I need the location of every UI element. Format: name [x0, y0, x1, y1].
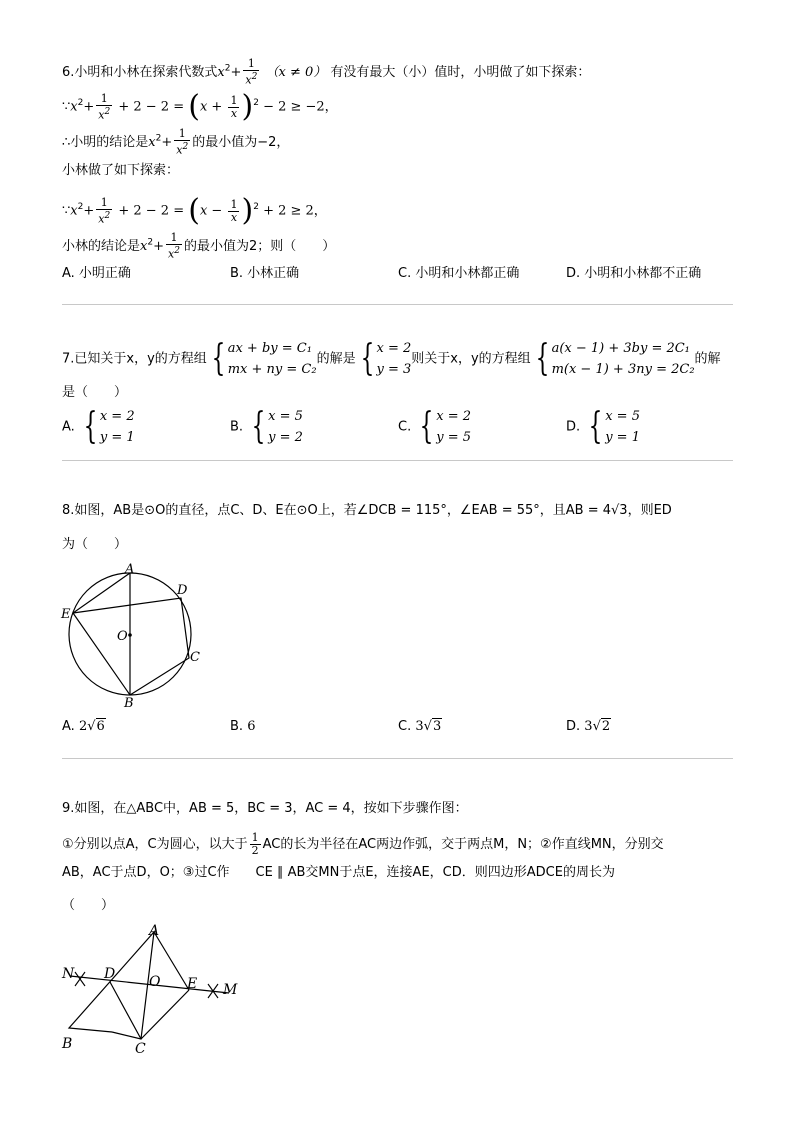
- label-e: E: [187, 976, 198, 992]
- segment-ce: [141, 990, 189, 1039]
- q6-stem-tail: 有没有最大（小）值时，小明做了如下探索：: [330, 64, 591, 80]
- q6-lin-step-result: + 2 ≥ 2，: [263, 203, 327, 219]
- q8-option-d[interactable]: D. 3√2: [566, 719, 611, 734]
- q9-line4: （ ）: [62, 898, 115, 913]
- q6-lin-intro: 小林做了如下探索：: [62, 163, 180, 178]
- q9-line3: AB，AC于点D，O；③过C作 CE ∥ AB交MN于点E，连接AE，CD．则四边形ADCE的周长为: [62, 865, 615, 880]
- label-m: M: [223, 982, 238, 998]
- q6-stem: 6.小明和小林在探索代数式: [62, 64, 218, 80]
- label-b: B: [62, 1036, 73, 1052]
- label-e: E: [61, 607, 71, 622]
- q6-ming-step: $\because x^2+$ $\frac{1}{x^2}$ + 2 − 2 = (x + $\frac{1}{x}$ )$^2$ − 2 ≥ −2，: [62, 89, 338, 124]
- q6-ming-conclusion-b: 的最小值为−2，: [192, 134, 290, 150]
- q8-option-a[interactable]: A. 2√6: [62, 719, 105, 734]
- q7-system-1: { ax + by = C₁ mx + ny = C₂: [211, 338, 317, 379]
- q6-stem-line: 6.小明和小林在探索代数式$x^2+$ $\frac{1}{x^2}$ （x ≠ 0） 有没有最大（小）值时，小明做了如下探索：: [62, 57, 591, 87]
- q7-solution: { x = 2 y = 3: [360, 338, 412, 379]
- divider: [62, 460, 733, 461]
- q9-triangle-figure: [56, 918, 256, 1062]
- arc-mark-n: [75, 972, 85, 986]
- q8-circle-figure: [56, 560, 216, 710]
- q7-stem-c: 则关于x，y的方程组: [411, 351, 531, 367]
- q6-option-a[interactable]: A. 小明正确: [62, 266, 131, 281]
- q6-option-c[interactable]: C. 小明和小林都正确: [398, 266, 520, 281]
- q6-condition: （x ≠ 0）: [265, 64, 327, 80]
- q6-lin-step: $\because x^2+$ $\frac{1}{x^2}$ + 2 − 2 = (x − $\frac{1}{x}$ )$^2$ + 2 ≥ 2，: [62, 193, 327, 228]
- label-c: C: [190, 650, 200, 665]
- q6-lin-conclusion-b: 的最小值为2；则（ ）: [183, 238, 336, 254]
- q6-option-d[interactable]: D. 小明和小林都不正确: [566, 266, 702, 281]
- label-b: B: [124, 696, 134, 710]
- q6-ming-step-result: − 2 ≥ −2，: [263, 99, 338, 115]
- q6-ming-conclusion-a: ∴小明的结论是: [62, 134, 149, 150]
- q7-option-c[interactable]: C. { x = 2 y = 5: [398, 406, 472, 447]
- q7-system-2: { a(x − 1) + 3by = 2C₁ m(x − 1) + 3ny = 2C₂: [535, 338, 695, 379]
- segment-cd: [110, 982, 141, 1039]
- q9-stem: 9.如图，在△ABC中，AB = 5，BC = 3，AC = 4，按如下步骤作图：: [62, 801, 468, 816]
- q8-option-c[interactable]: C. 3√3: [398, 719, 442, 734]
- label-o: O: [149, 974, 161, 990]
- q7-stem-d: 的解: [694, 351, 721, 367]
- q6-ming-conclusion: ∴小明的结论是$x^2+$ $\frac{1}{x^2}$ 的最小值为−2，: [62, 127, 290, 157]
- label-a: A: [149, 923, 160, 939]
- divider: [62, 304, 733, 305]
- center-point: [128, 633, 132, 637]
- q7-option-b[interactable]: B. { x = 5 y = 2: [230, 406, 303, 447]
- q8-option-b[interactable]: B. 6: [230, 719, 256, 734]
- q6-option-b[interactable]: B. 小林正确: [230, 266, 300, 281]
- label-o: O: [117, 629, 128, 644]
- q7-option-d[interactable]: D. { x = 5 y = 1: [566, 406, 640, 447]
- q6-lin-conclusion: 小林的结论是$x^2+$ $\frac{1}{x^2}$ 的最小值为2；则（ ）: [62, 231, 336, 261]
- q7-option-a[interactable]: A. { x = 2 y = 1: [62, 406, 135, 447]
- label-d: D: [104, 966, 116, 982]
- label-a: A: [125, 562, 135, 577]
- q7-stem-e: 是（ ）: [62, 385, 128, 400]
- label-d: D: [177, 583, 188, 598]
- label-n: N: [62, 966, 75, 982]
- divider: [62, 758, 733, 759]
- q9-line2-a: ①分别以点A，C为圆心，以大于: [62, 837, 248, 852]
- q8-stem: 8.如图，AB是⊙O的直径，点C、D、E在⊙O上，若∠DCB = 115°，∠EAB = 55°，且AB = 4√3，则ED: [62, 503, 672, 518]
- q6-lin-conclusion-a: 小林的结论是: [62, 238, 141, 254]
- q9-line2: ①分别以点A，C为圆心，以大于 $\frac{1}{2}$ AC的长为半径在AC两边作弧，交于两点M，N；②作直线MN，分别交: [62, 831, 664, 857]
- q7-stem-a: 7.已知关于x，y的方程组: [62, 351, 207, 367]
- q9-line2-b: AC的长为半径在AC两边作弧，交于两点M，N；②作直线MN，分别交: [262, 837, 664, 852]
- label-c: C: [135, 1041, 146, 1057]
- q8-stem-2: 为（ ）: [62, 537, 128, 552]
- q7-stem-b: 的解是: [316, 351, 356, 367]
- q7-stem-line: [62, 338, 721, 381]
